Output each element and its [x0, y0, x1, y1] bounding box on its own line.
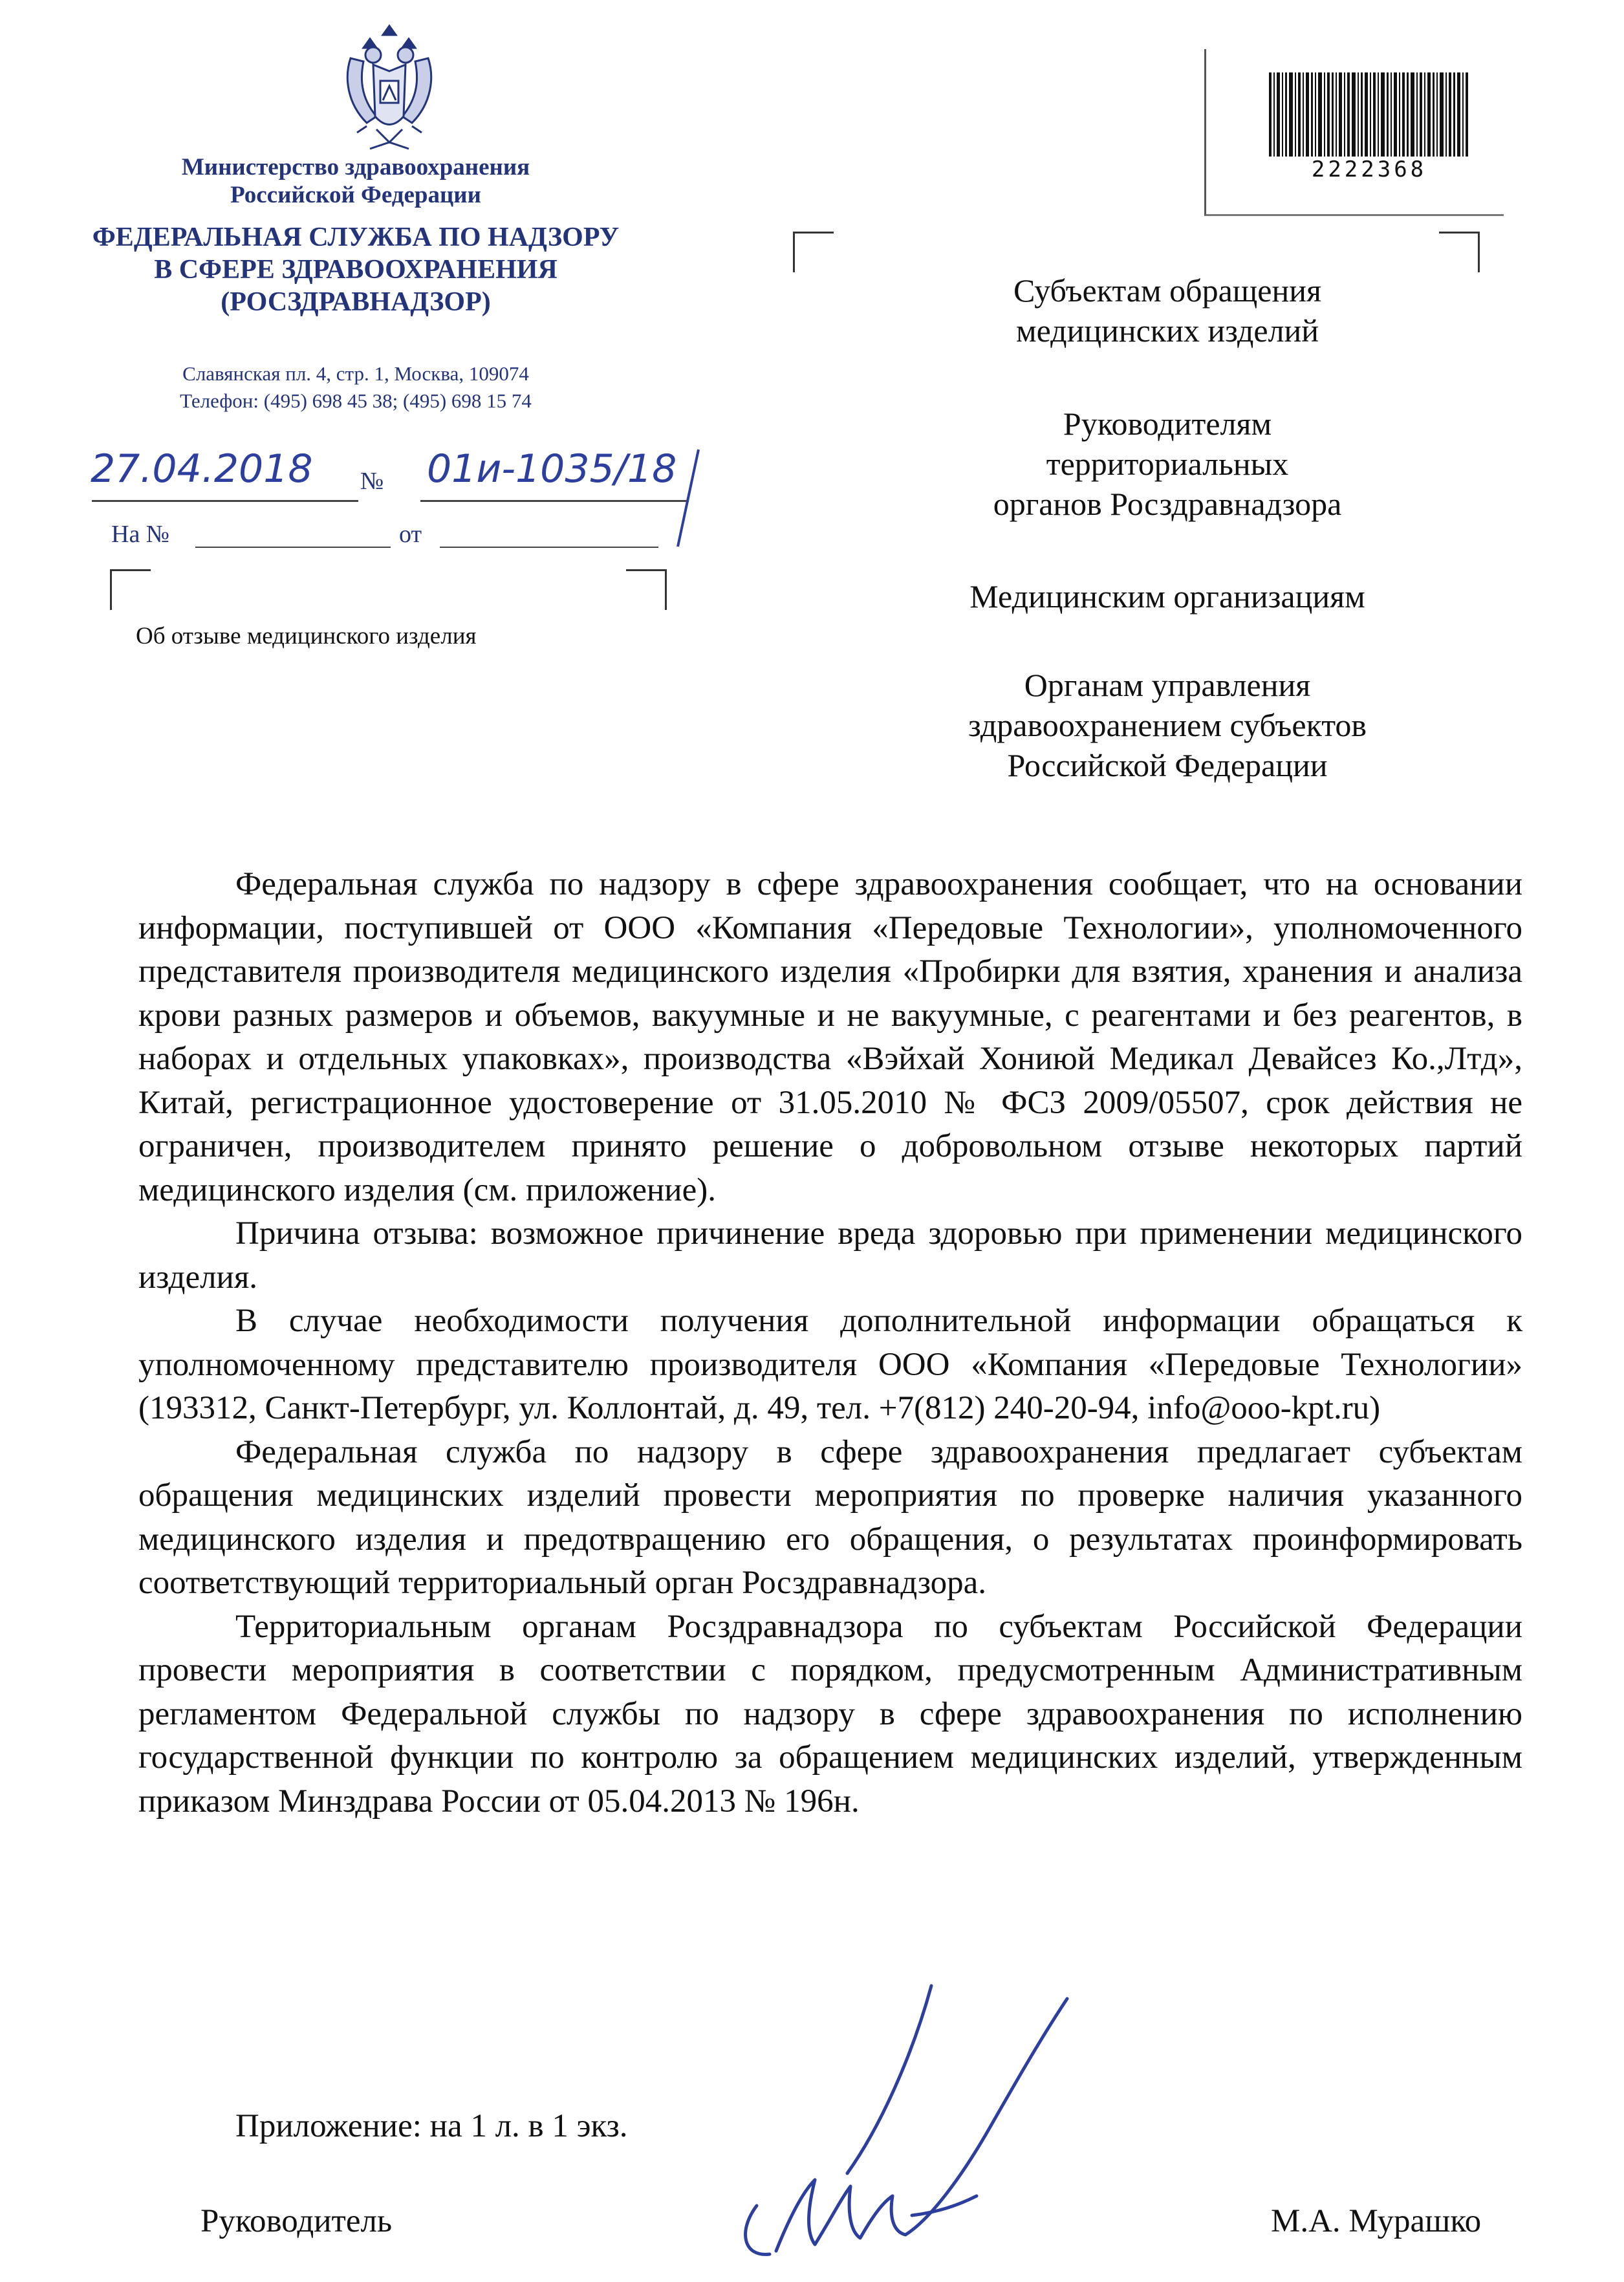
body-paragraph-4: Федеральная служба по надзору в сфере здравоохранения предлагает субъектам обращения медицинских изделий провести мероприятия по проверке наличия указанного медицинского изделия и предотвращению его обращения, о результатах проинформировать соответствующий территориальный орган Росздравнадзора.: [138, 1433, 1522, 1601]
date-underline: [92, 500, 358, 502]
from-label: от: [399, 521, 422, 548]
addressee-corner-left: [793, 232, 834, 272]
handwritten-slash: [673, 446, 711, 550]
addressee-4-line1: Органам управления: [1024, 667, 1311, 703]
body-paragraph-5: Территориальным органам Росздравнадзора по субъектам Российской Федерации провести мероприятия в соответствии с порядком, предусмотренным Административным регламентом Федеральной службы по надзору в сфере здравоохранения по исполнению государственной функции по контролю за обращением медицинских изделий, утвержденным приказом Минздрава России от 05.04.2013 № 196н.: [138, 1608, 1522, 1820]
attachment-note: Приложение: на 1 л. в 1 экз.: [235, 2108, 628, 2144]
registration-number: 01и-1035/18: [427, 446, 677, 492]
reply-label: На №: [111, 521, 170, 548]
body-paragraph-3: В случае необходимости получения дополнительной информации обращаться к уполномоченному представителю производителя ООО «Компания «Передовые Технологии» (193312, Санкт-Петербург, ул. Коллонтай, д. 49, тел. +7(812) 240-20-94, info@ooo-kpt.ru): [138, 1303, 1522, 1426]
service-name-line1: ФЕДЕРАЛЬНАЯ СЛУЖБА ПО НАДЗОРУ: [92, 223, 620, 252]
number-underline: [420, 500, 689, 502]
registration-date: 27.04.2018: [91, 446, 313, 492]
coat-of-arms-icon: [331, 19, 448, 162]
letter-body: [138, 863, 1522, 1823]
addressee-1-line2: медицинских изделий: [1015, 312, 1319, 349]
barcode-icon: [1269, 72, 1469, 157]
reply-number-blank: [195, 547, 391, 548]
service-phone: Телефон: (495) 698 45 38; (495) 698 15 74: [180, 389, 532, 412]
ministry-name-line2: Российской Федерации: [230, 182, 481, 208]
addressee-2-line2: территориальных: [1046, 446, 1289, 482]
subject-corner-right: [626, 569, 667, 610]
letter-subject: Об отзыве медицинского изделия: [136, 623, 477, 649]
ministry-name-line1: Министерство здравоохранения: [181, 154, 530, 180]
number-sign: №: [360, 468, 384, 495]
addressee-3-line1: Медицинским организациям: [969, 578, 1365, 614]
addressee-2-line3: органов Росздравнадзора: [993, 486, 1342, 522]
body-paragraph-1: Федеральная служба по надзору в сфере здравоохранения сообщает, что на основании информации, поступившей от ООО «Компания «Передовые Технологии», уполномоченного представителя производителя медицинского изделия «Пробирки для взятия, хранения и анализа крови разных размеров и объемов, вакуумные и не вакуумные, с реагентами и без реагентов, в наборах и отдельных упаковках», производства «Вэйхай Хониюй Медикал Девайсез Ко.,Лтд», Китай, регистрационное удостоверение от 31.05.2010 № ФСЗ 2009/05507, срок действия не ограничен, производителем принято решение о добровольном отзыве некоторых партий медицинского изделия (см. приложение).: [138, 866, 1522, 1208]
addressee-2-line1: Руководителям: [1063, 406, 1272, 442]
signer-name: М.А. Мурашко: [1271, 2203, 1482, 2239]
service-address: Славянская пл. 4, стр. 1, Москва, 109074: [182, 362, 529, 385]
service-name-line3: (РОСЗДРАВНАДЗОР): [221, 287, 491, 317]
addressee-4-line2: здравоохранением субъектов: [968, 707, 1367, 743]
addressee-4-line3: Российской Федерации: [1007, 747, 1328, 783]
body-paragraph-2: Причина отзыва: возможное причинение вреда здоровью при применении медицинского изделия.: [138, 1215, 1522, 1296]
addressee-1-line1: Субъектам обращения: [1013, 272, 1321, 309]
subject-corner-left: [110, 569, 151, 610]
signer-position: Руководитель: [200, 2203, 393, 2239]
service-name-line2: В СФЕРЕ ЗДРАВООХРАНЕНИЯ: [154, 255, 558, 285]
barcode-number: 2222368: [1311, 157, 1427, 182]
handwritten-signature: [718, 1960, 1080, 2264]
addressee-corner-right: [1439, 232, 1480, 272]
from-date-blank: [440, 547, 658, 548]
